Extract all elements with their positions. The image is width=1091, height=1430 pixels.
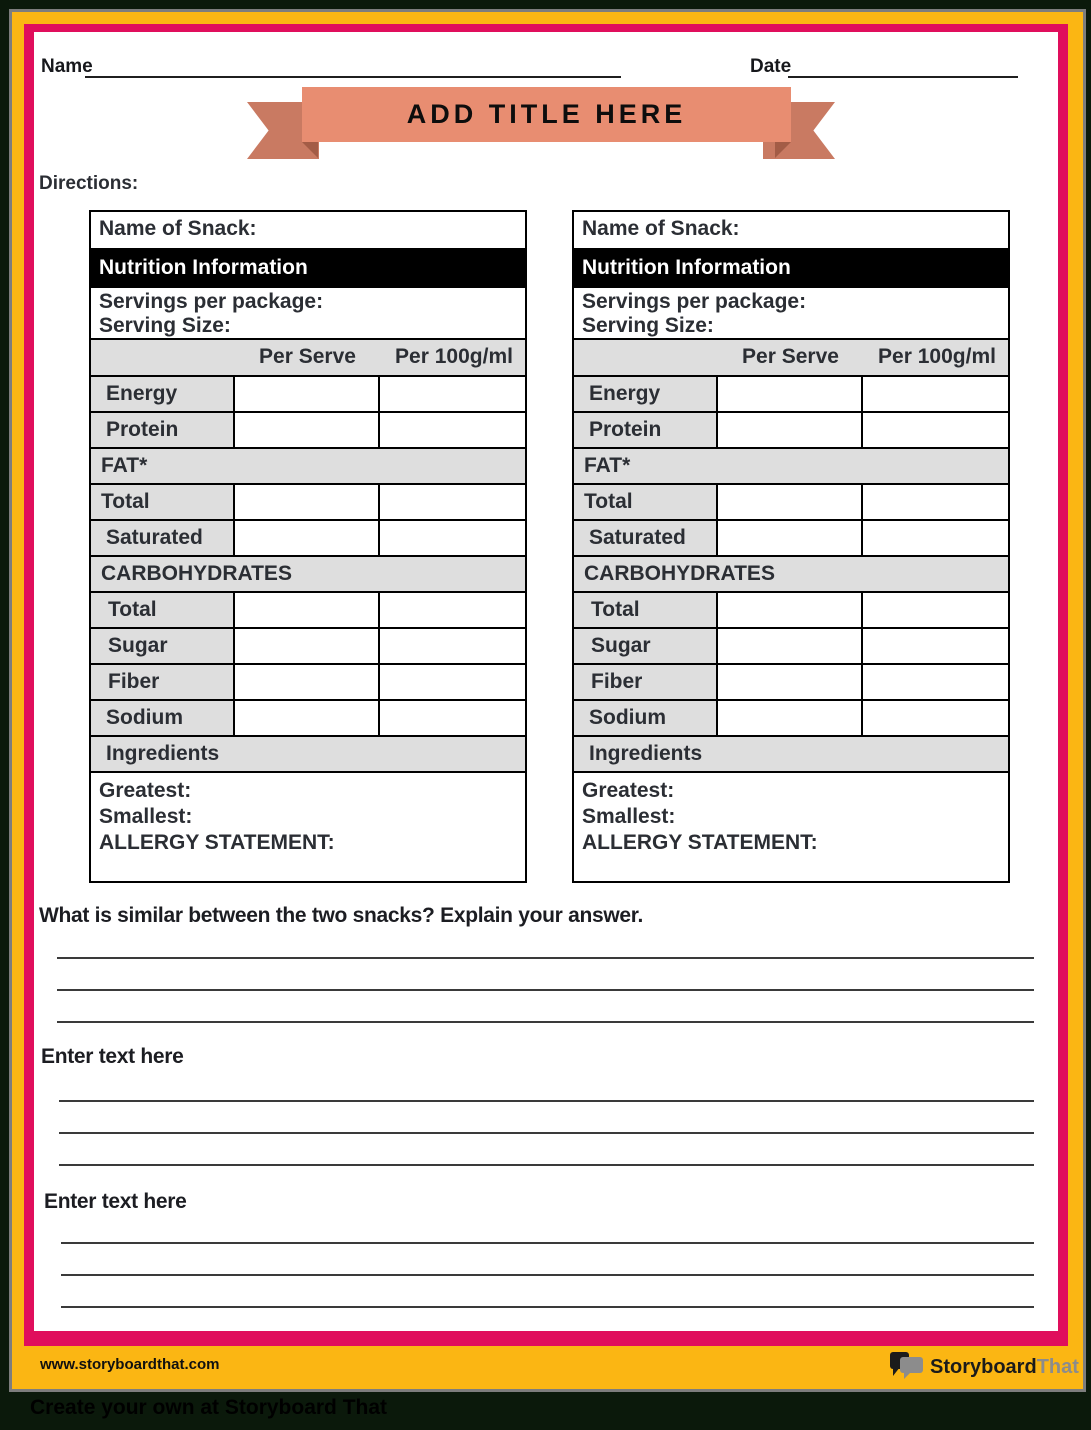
row-label: Saturated <box>91 521 233 555</box>
value-cell[interactable] <box>378 629 525 663</box>
value-cell[interactable] <box>378 413 525 447</box>
nutrition-info-label: Nutrition Information <box>582 256 791 279</box>
table-footer-block[interactable] <box>574 771 1008 881</box>
carbs-section-header: CARBOHYDRATES <box>574 555 1008 591</box>
table-row-energy <box>574 375 1008 411</box>
servings-per-package-label: Servings per package: <box>582 290 807 313</box>
value-cell[interactable] <box>716 377 862 411</box>
table-footer-block[interactable] <box>91 771 525 881</box>
table-row-sugar <box>91 627 525 663</box>
answer-line[interactable] <box>57 957 1034 959</box>
answer-line[interactable] <box>59 1100 1034 1102</box>
servings-row[interactable] <box>574 286 1008 338</box>
logo-text-storyboard: Storyboard <box>930 1355 1037 1378</box>
enter-text-placeholder-2[interactable]: Enter text here <box>44 1190 187 1213</box>
table-row-sodium <box>574 699 1008 735</box>
date-line[interactable] <box>788 58 1018 78</box>
value-cell[interactable] <box>716 521 862 555</box>
table-row-fiber <box>91 663 525 699</box>
servings-row[interactable] <box>91 286 525 338</box>
value-cell[interactable] <box>233 665 379 699</box>
pink-frame <box>24 24 1068 1346</box>
column-header-row <box>91 338 525 375</box>
value-cell[interactable] <box>861 701 1008 735</box>
table-row-fiber <box>574 663 1008 699</box>
serving-size-label: Serving Size: <box>582 314 714 337</box>
answer-line[interactable] <box>61 1274 1034 1276</box>
per-100-column-header: Per 100g/ml <box>395 345 513 368</box>
value-cell[interactable] <box>716 701 862 735</box>
carbs-section-header: CARBOHYDRATES <box>91 555 525 591</box>
value-cell[interactable] <box>378 665 525 699</box>
value-cell[interactable] <box>861 593 1008 627</box>
table-row-sugar <box>574 627 1008 663</box>
snack-table-1 <box>89 210 527 883</box>
nutrition-info-header <box>91 248 525 286</box>
value-cell[interactable] <box>378 593 525 627</box>
value-cell[interactable] <box>716 413 862 447</box>
row-label: Energy <box>91 377 233 411</box>
value-cell[interactable] <box>233 521 379 555</box>
table-row-protein <box>91 411 525 447</box>
value-cell[interactable] <box>716 593 862 627</box>
row-label: Sodium <box>574 701 716 735</box>
snack-table-2 <box>572 210 1010 883</box>
answer-line[interactable] <box>59 1164 1034 1166</box>
value-cell[interactable] <box>716 629 862 663</box>
row-label: Total <box>574 485 716 519</box>
row-label: Sugar <box>574 629 716 663</box>
table-row-carb-total <box>574 591 1008 627</box>
allergy-statement-label: ALLERGY STATEMENT: <box>99 831 335 854</box>
row-label: Protein <box>91 413 233 447</box>
ingredients-section-header: Ingredients <box>91 735 525 771</box>
table-row-protein <box>574 411 1008 447</box>
value-cell[interactable] <box>861 377 1008 411</box>
column-header-row <box>574 338 1008 375</box>
allergy-statement-label: ALLERGY STATEMENT: <box>582 831 818 854</box>
answer-line[interactable] <box>57 1021 1034 1023</box>
title-placeholder[interactable]: ADD TITLE HERE <box>406 99 687 129</box>
value-cell[interactable] <box>233 701 379 735</box>
smallest-label: Smallest: <box>99 805 193 828</box>
name-of-snack-row[interactable] <box>574 212 1008 248</box>
similar-question-label: What is similar between the two snacks? Explain your answer. <box>39 904 644 927</box>
value-cell[interactable] <box>233 629 379 663</box>
value-cell[interactable] <box>378 521 525 555</box>
value-cell[interactable] <box>861 485 1008 519</box>
serving-size-label: Serving Size: <box>99 314 231 337</box>
logo-text-that: That <box>1036 1355 1079 1378</box>
fat-section-header: FAT* <box>91 447 525 483</box>
per-serve-column-header: Per Serve <box>259 345 356 368</box>
answer-line[interactable] <box>61 1306 1034 1308</box>
row-label: Fiber <box>574 665 716 699</box>
row-label: Total <box>91 593 233 627</box>
row-label: Energy <box>574 377 716 411</box>
greatest-label: Greatest: <box>99 779 192 802</box>
per-100-column-header: Per 100g/ml <box>878 345 996 368</box>
greatest-label: Greatest: <box>582 779 675 802</box>
row-label: Protein <box>574 413 716 447</box>
name-label: Name <box>41 56 93 77</box>
ingredients-section-header: Ingredients <box>574 735 1008 771</box>
value-cell[interactable] <box>378 485 525 519</box>
value-cell[interactable] <box>716 665 862 699</box>
speech-bubbles-icon <box>889 1350 925 1384</box>
value-cell[interactable] <box>233 485 379 519</box>
row-label: Sugar <box>91 629 233 663</box>
value-cell[interactable] <box>378 701 525 735</box>
directions-label: Directions: <box>39 173 139 194</box>
table-row-saturated <box>574 519 1008 555</box>
value-cell[interactable] <box>861 521 1008 555</box>
answer-line[interactable] <box>61 1242 1034 1244</box>
value-cell[interactable] <box>861 413 1008 447</box>
table-row-sodium <box>91 699 525 735</box>
answer-line[interactable] <box>59 1132 1034 1134</box>
website-url: www.storyboardthat.com <box>40 1356 220 1373</box>
value-cell[interactable] <box>378 377 525 411</box>
answer-line[interactable] <box>57 989 1034 991</box>
servings-per-package-label: Servings per package: <box>99 290 324 313</box>
table-row-energy <box>91 375 525 411</box>
nutrition-info-label: Nutrition Information <box>99 256 308 279</box>
value-cell[interactable] <box>716 485 862 519</box>
smallest-label: Smallest: <box>582 805 676 828</box>
table-row-saturated <box>91 519 525 555</box>
value-cell[interactable] <box>233 377 379 411</box>
create-your-own-tagline: Create your own at Storyboard That <box>30 1396 388 1419</box>
logo-wordmark <box>930 1356 1079 1379</box>
table-row-fat-total <box>91 483 525 519</box>
row-label: Sodium <box>91 701 233 735</box>
name-line[interactable] <box>85 58 621 78</box>
row-label: Total <box>574 593 716 627</box>
name-of-snack-row[interactable] <box>91 212 525 248</box>
enter-text-placeholder-1[interactable]: Enter text here <box>41 1045 184 1068</box>
row-label: Fiber <box>91 665 233 699</box>
date-label: Date <box>750 56 792 77</box>
row-label: Total <box>91 485 233 519</box>
table-row-carb-total <box>91 591 525 627</box>
fat-section-header: FAT* <box>574 447 1008 483</box>
name-of-snack-label: Name of Snack: <box>99 217 257 240</box>
name-of-snack-label: Name of Snack: <box>582 217 740 240</box>
title-ribbon <box>302 87 791 142</box>
yellow-frame <box>9 9 1086 1392</box>
row-label: Saturated <box>574 521 716 555</box>
value-cell[interactable] <box>233 413 379 447</box>
value-cell[interactable] <box>233 593 379 627</box>
nutrition-info-header <box>574 248 1008 286</box>
storyboardthat-logo <box>889 1346 1079 1388</box>
value-cell[interactable] <box>861 665 1008 699</box>
table-row-fat-total <box>574 483 1008 519</box>
per-serve-column-header: Per Serve <box>742 345 839 368</box>
value-cell[interactable] <box>861 629 1008 663</box>
worksheet-body <box>34 32 1058 1331</box>
